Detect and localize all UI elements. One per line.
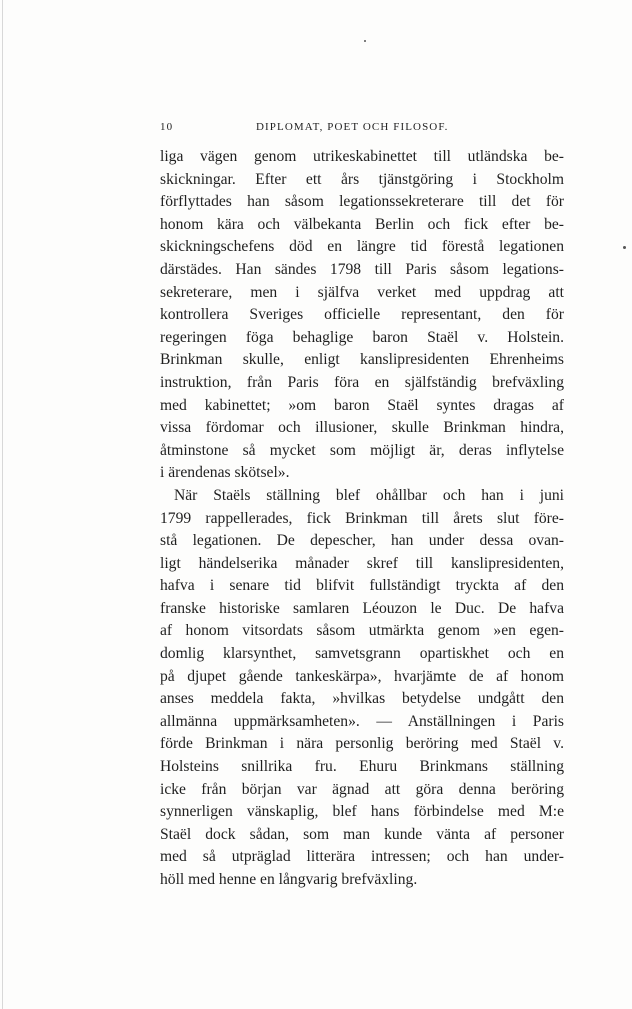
text-line: i ärendenas skötsel». [160, 464, 290, 482]
text-line: åtminstone så mycket som möjligt är, deras inflytelse [160, 441, 564, 459]
text-line: af honom vitsordats såsom utmärkta genom »en egen- [160, 622, 564, 640]
text-line: skickningar. Efter ett års tjänstgöring i Stockholm [160, 170, 564, 188]
text-line: med så utpräglad litterära intressen; och han under- [160, 848, 564, 866]
text-line: förflyttades han såsom legationssekreterare till det för [160, 193, 564, 211]
text-line: domlig klarsynthet, samvetsgrann opartiskhet och en [160, 645, 564, 663]
text-line: regeringen föga behaglige baron Staël v. Holstein. [160, 328, 564, 346]
text-line: förde Brinkman i nära personlig beröring med Staël v. [160, 735, 564, 753]
running-header [160, 121, 564, 139]
scan-speck [623, 246, 626, 249]
text-line: sekreterare, men i själfva verket med uppdrag att [160, 283, 564, 301]
text-line: Brinkman skulle, enligt kanslipresidenten Ehrenheims [160, 351, 564, 369]
text-line: Staël dock sådan, som man kunde vänta af personer [160, 825, 564, 843]
text-line: Holsteins snillrika fru. Ehuru Brinkmans ställning [160, 758, 564, 776]
text-line: vissa fördomar och illusioner, skulle Brinkman hindra, [160, 419, 564, 437]
text-line: med kabinettet; »om baron Staël syntes dragas af [160, 396, 564, 414]
text-line: allmänna uppmärksamheten». — Anställningen i Paris [160, 712, 564, 730]
text-line: skickningschefens död en längre tid förestå legationen [160, 238, 564, 256]
text-line: på djupet gående tankeskärpa», hvarjämte de af honom [160, 667, 564, 685]
text-line: synnerligen vänskaplig, blef hans förbindelse med M:e [160, 803, 564, 821]
text-line: stå legationen. De depescher, han under dessa ovan- [160, 532, 564, 550]
text-line: honom kära och välbekanta Berlin och fick efter be- [160, 215, 564, 233]
text-line: icke från början var ägnad att göra denna beröring [160, 780, 564, 798]
text-line: anses meddela fakta, »hvilkas betydelse undgått den [160, 690, 564, 708]
text-line: kontrollera Sveriges officielle representant, den för [160, 306, 564, 324]
paragraph [160, 146, 564, 485]
text-line: instruktion, från Paris föra en själfständig brefväxling [160, 373, 564, 391]
text-line: 1799 rappellerades, fick Brinkman till årets slut före- [160, 509, 564, 527]
text-line: liga vägen genom utrikeskabinettet till utländska be- [160, 148, 564, 165]
text-line: höll med henne en långvarig brefväxling. [160, 871, 418, 888]
text-line: hafva i senare tid blifvit fullständigt tryckta af den [160, 577, 564, 595]
text-line: ligt händelserika månader skref till kanslipresidenten, [160, 554, 564, 572]
page-edge [2, 0, 3, 1009]
paragraph [160, 485, 564, 892]
text-line: När Staëls ställning blef ohållbar och han i juni [174, 486, 564, 504]
page-number: 10 [160, 121, 174, 133]
text-line: därstädes. Han sändes 1798 till Paris såsom legations- [160, 260, 564, 278]
body-text [160, 146, 564, 892]
scan-speck [364, 40, 366, 42]
text-line: franske historiske samlaren Léouzon le Duc. De hafva [160, 599, 564, 617]
running-title: DIPLOMAT, POET OCH FILOSOF. [256, 121, 449, 133]
